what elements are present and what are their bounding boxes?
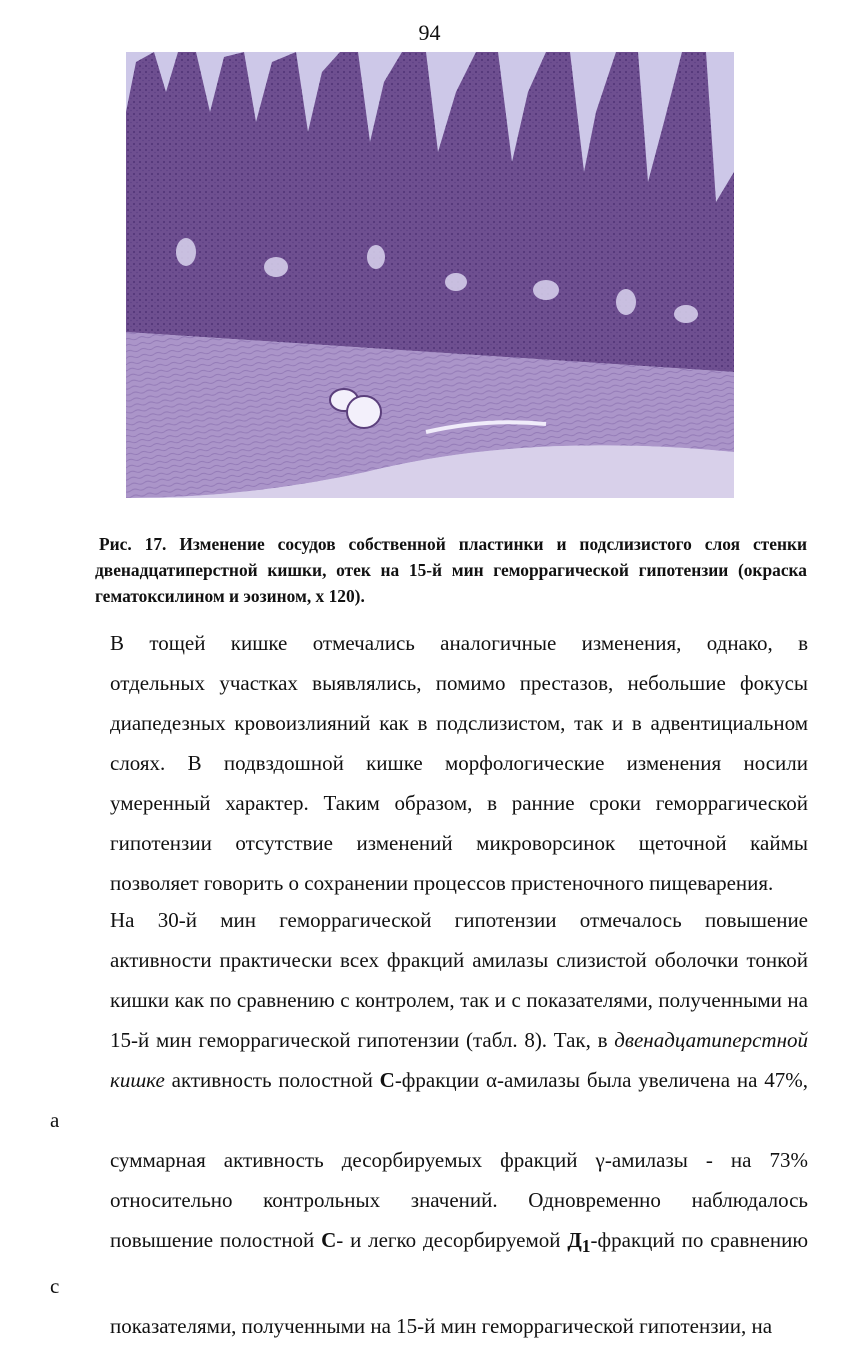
figure-caption-label: Рис. 17. — [99, 534, 167, 554]
paragraph-2 — [50, 900, 808, 1346]
paragraph-2-line: На 30-й мин геморрагической гипотензии отмечалось повышение — [110, 908, 808, 932]
figure-caption-text: Изменение сосудов собственной пластинки и подслизистого слоя стенки двенадцатиперстной кишки, отек на 15-й мин геморрагической гипотензии (окраска гематоксилином и эозином, х 120). — [95, 534, 808, 606]
paragraph-2-line: относительно контрольных значений. Одновременно наблюдалось — [110, 1188, 808, 1212]
paragraph-1-line: слоях. В подвздошной кишке морфологические изменения носили — [110, 751, 808, 775]
paragraph-2-text: -фракции α-амилазы была увеличена на 47%, а — [50, 1068, 808, 1132]
fraction-d — [567, 1228, 591, 1257]
paragraph-1-line: отдельных участках выявлялись, помимо престазов, небольшие фокусы — [110, 671, 808, 695]
paragraph-1 — [50, 623, 808, 903]
paragraph-2-text: активность полостной — [171, 1068, 373, 1092]
paragraph-1-line: диапедезных кровоизлияний как в подслизистом, так и в адвентициальном — [110, 711, 808, 735]
fraction-d-letter: Д — [567, 1228, 582, 1252]
page-number: 94 — [418, 20, 441, 45]
paragraph-1-line: умеренный характер. Таким образом, в ранние сроки геморрагической — [110, 791, 808, 815]
paragraph-2-line — [50, 1220, 808, 1306]
paragraph-2-line — [50, 1060, 808, 1140]
paragraph-2-line: показателями, полученными на 15-й мин геморрагической гипотензии, на — [110, 1314, 773, 1339]
micrograph-image — [126, 52, 734, 498]
paragraph-1-line: В тощей кишке отмечались аналогичные изменения, однако, в — [110, 631, 808, 655]
paragraph-2-text: - и легко десорбируемой — [336, 1228, 561, 1252]
paragraph-2-line — [50, 1020, 808, 1060]
paragraph-2-line: активности практически всех фракций амилазы слизистой оболочки тонкой — [110, 948, 808, 972]
paragraph-2-text: 15-й мин геморрагической гипотензии (табл. 8). Так, в — [110, 1028, 608, 1052]
emphasis-duodenum: двенадцатиперстной — [614, 1028, 808, 1052]
fraction-c: С — [379, 1068, 395, 1092]
paragraph-2-text: -фракций по сравнению с — [50, 1228, 809, 1299]
emphasis-intestine: кишке — [110, 1068, 165, 1092]
histology-micrograph — [126, 52, 734, 498]
paragraph-1-line: гипотензии отсутствие изменений микроворсинок щеточной каймы — [110, 831, 808, 855]
fraction-c: С — [321, 1228, 337, 1252]
figure-caption — [95, 531, 807, 609]
fraction-d-subscript: 1 — [581, 1236, 591, 1257]
paragraph-1-line: позволяет говорить о сохранении процессов пристеночного пищеварения. — [110, 871, 774, 895]
paragraph-2-line: кишки как по сравнению с контролем, так и с показателями, полученными на — [110, 988, 808, 1012]
paragraph-2-text: повышение полостной — [110, 1228, 315, 1252]
paragraph-2-line: суммарная активность десорбируемых фракций γ-амилазы - на 73% — [110, 1148, 808, 1172]
